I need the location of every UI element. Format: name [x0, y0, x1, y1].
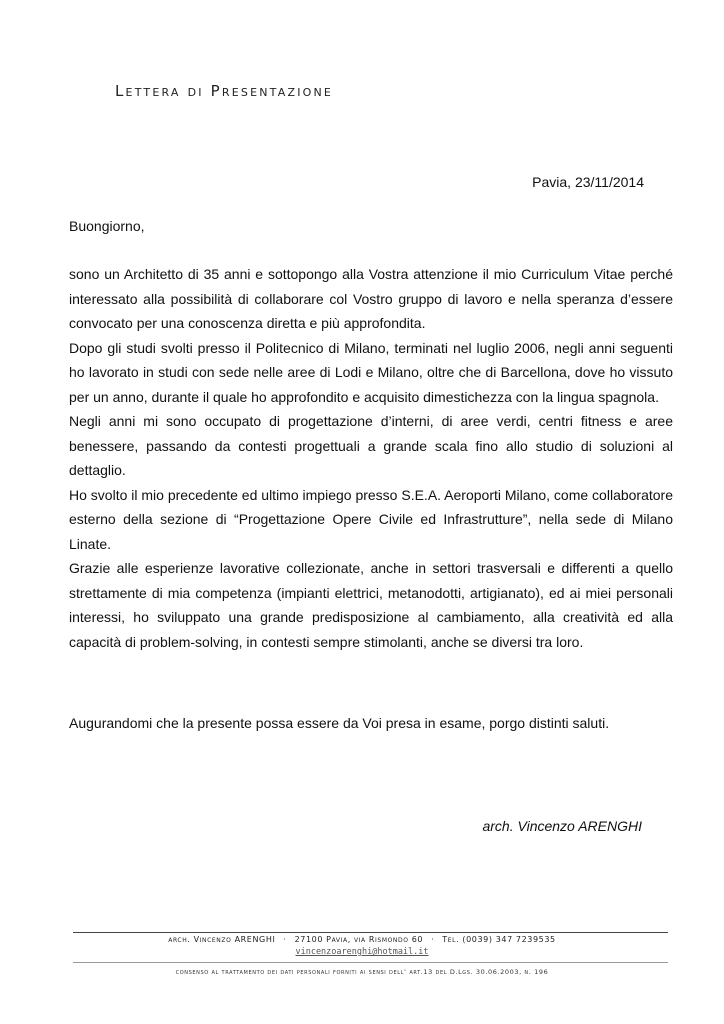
signature: arch. Vincenzo ARENGHI	[482, 818, 642, 834]
footer-divider-bottom	[73, 962, 668, 963]
letter-body	[69, 262, 673, 654]
paragraph-experience: Negli anni mi sono occupato di progettazione d’interni, di aree verdi, centri fitness e aree benessere, passando da contesti progettuali a grande scala fino allo studio di soluzioni al dettaglio.	[69, 413, 673, 478]
footer-privacy-notice: consenso al trattamento dei dati personali forniti ai sensi dell’ art.13 del D.Lgs. 30.06.2003, n. 196	[175, 968, 549, 976]
footer-name: arch. Vincenzo ARENGHI	[168, 935, 276, 944]
footer-contact-line	[0, 935, 724, 944]
footer-separator: ·	[431, 935, 435, 944]
closing-line: Augurandomi che la presente possa essere da Voi presa in esame, porgo distinti saluti.	[69, 715, 610, 731]
paragraph-skills: Grazie alle esperienze lavorative collezionate, anche in settori trasversali e differenti a quello strettamente di mia competenza (impianti elettrici, metanodotti, artigianato), ed ai miei personali interessi, ho sviluppato una grande predisposizione al cambiamento, alla creatività ed alla capacità di problem-solving, in contesti sempre stimolanti, anche se diversi tra loro.	[69, 560, 673, 650]
footer-address: 27100 Pavia, via Rismondo 60	[294, 935, 424, 944]
place-date: Pavia, 23/11/2014	[532, 174, 644, 190]
greeting: Buongiorno,	[69, 218, 145, 234]
paragraph-education: Dopo gli studi svolti presso il Politecnico di Milano, terminati nel luglio 2006, negli anni seguenti ho lavorato in studi con sede nelle aree di Lodi e Milano, oltre che di Barcellona, dove ho vissuto per un anno, durante il quale ho approfondito e acquisito dimestichezza con la lingua spagnola.	[69, 339, 673, 405]
footer-separator: ·	[283, 935, 287, 944]
footer-divider-top	[73, 932, 668, 933]
paragraph-intro: sono un Architetto di 35 anni e sottopongo alla Vostra attenzione il mio Curriculum Vitae perché interessato alla possibilità di collaborare col Vostro gruppo di lavoro e nella speranza d’essere convocato per una conoscenza diretta e più approfondita.	[69, 266, 673, 331]
footer-email-link[interactable]: vincenzoarenghi@hotmail.it	[295, 947, 429, 957]
document-title: Lettera di Presentazione	[115, 82, 334, 100]
footer-phone: Tel. (0039) 347 7239535	[442, 935, 556, 944]
paragraph-last-job: Ho svolto il mio precedente ed ultimo impiego presso S.E.A. Aeroporti Milano, come collaboratore esterno della sezione di “Progettazione Opere Civile ed Infrastrutture”, nella sede di Milano Linate.	[69, 486, 673, 552]
